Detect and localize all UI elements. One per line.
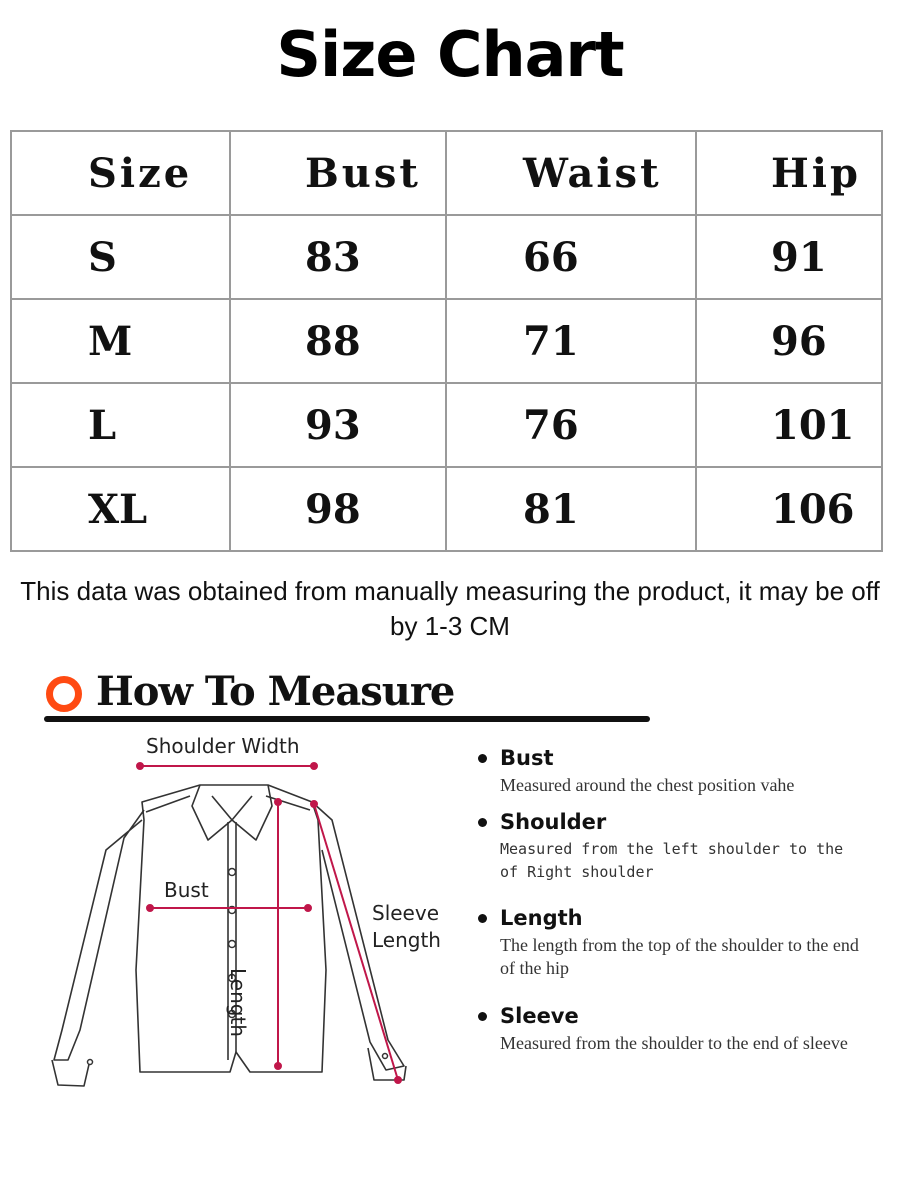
table-cell: M bbox=[11, 299, 230, 383]
table-cell: 91 bbox=[696, 215, 882, 299]
table-cell: S bbox=[11, 215, 230, 299]
table-cell: 66 bbox=[446, 215, 696, 299]
table-cell: 71 bbox=[446, 299, 696, 383]
table-cell: 101 bbox=[696, 383, 882, 467]
table-cell: 96 bbox=[696, 299, 882, 383]
header-bust: Bust bbox=[230, 131, 446, 215]
bullet-icon bbox=[478, 754, 487, 763]
measurement-note: This data was obtained from manually measuring the product, it may be off by 1-3 CM bbox=[20, 576, 880, 641]
page-title: Size Chart bbox=[276, 18, 624, 91]
section-bullet-icon bbox=[46, 676, 82, 712]
table-row bbox=[11, 467, 882, 551]
length-label: Length bbox=[226, 968, 250, 1037]
section-divider bbox=[44, 716, 650, 722]
shoulder-width-label: Shoulder Width bbox=[146, 734, 300, 758]
header-waist: Waist bbox=[446, 131, 696, 215]
table-row bbox=[11, 299, 882, 383]
bullet-icon bbox=[478, 1012, 487, 1021]
header-size: Size bbox=[11, 131, 230, 215]
table-row bbox=[11, 383, 882, 467]
bullet-icon bbox=[478, 818, 487, 827]
table-cell: 76 bbox=[446, 383, 696, 467]
table-cell: 81 bbox=[446, 467, 696, 551]
section-title: How To Measure bbox=[96, 668, 455, 715]
sleeve-length-label: Sleeve Length bbox=[372, 901, 441, 952]
left-sleeve bbox=[54, 810, 144, 1060]
table-header-row bbox=[11, 131, 882, 215]
table-cell: 98 bbox=[230, 467, 446, 551]
size-table bbox=[10, 130, 883, 552]
bullet-icon bbox=[478, 914, 487, 923]
table-cell: 88 bbox=[230, 299, 446, 383]
table-cell: L bbox=[11, 383, 230, 467]
header-hip: Hip bbox=[696, 131, 882, 215]
shirt-collar bbox=[192, 785, 272, 840]
bust-label: Bust bbox=[164, 878, 209, 902]
table-cell: 93 bbox=[230, 383, 446, 467]
table-cell: 83 bbox=[230, 215, 446, 299]
table-row bbox=[11, 215, 882, 299]
table-cell: XL bbox=[11, 467, 230, 551]
table-cell: 106 bbox=[696, 467, 882, 551]
